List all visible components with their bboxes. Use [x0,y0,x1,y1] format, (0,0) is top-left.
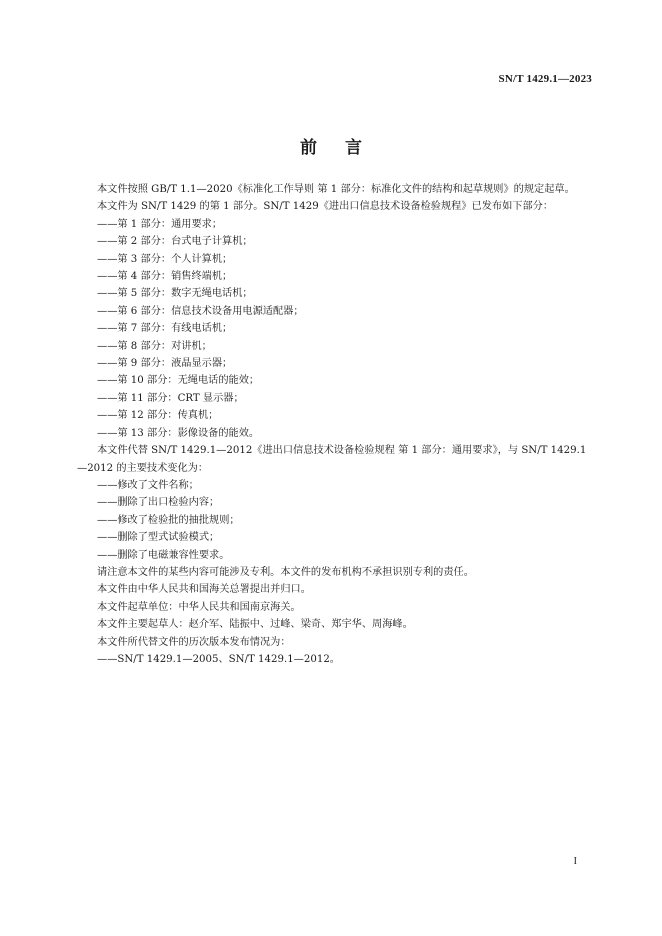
list-item: ——第 13 部分：影像设备的能效。 [97,427,260,439]
list-item: ——第 9 部分：液晶显示器； [97,358,233,370]
list-item: ——第 5 部分：数字无绳电话机； [97,288,253,300]
list-item: ——第 4 部分：销售终端机； [97,271,233,283]
change-item: ——删除了电磁兼容性要求。 [97,549,230,561]
list-item: ——第 1 部分：通用要求； [97,218,223,230]
drafters-statement: 本文件主要起草人：赵介军、陆振中、过峰、梁奇、郑宇华、周海峰。 [97,619,413,631]
standard-code: SN/T 1429.1—2023 [498,73,592,85]
list-item: ——第 8 部分：对讲机； [97,340,212,352]
list-item: ——第 10 部分：无绳电话的能效； [97,375,260,387]
page-number: I [573,856,577,867]
change-item: ——删除了出口检验内容； [97,497,220,509]
foreword-body [77,181,592,668]
list-item: ——第 7 部分：有线电话机； [97,323,233,335]
change-item: ——修改了文件名称； [97,479,199,491]
history-item: ——SN/T 1429.1—2005、SN/T 1429.1—2012。 [97,653,340,665]
replacement-paragraph: 本文件代替 SN/T 1429.1—2012《进出口信息技术设备检验规程 第 1 部分：通用要求》，与 SN/T 1429.1—2012 的主要技术变化为： [77,445,587,474]
change-item: ——修改了检验批的抽批规则； [97,514,240,526]
drafting-rule-paragraph: 本文件按照 GB/T 1.1—2020《标准化工作导则 第 1 部分：标准化文件的结构和起草规则》的规定起草。 [97,184,575,195]
drafting-unit-statement: 本文件起草单位：中华人民共和国南京海关。 [97,601,301,613]
list-item: ——第 11 部分：CRT 显示器； [97,392,244,404]
history-intro-statement: 本文件所代替文件的历次版本发布情况为： [97,636,291,648]
list-item: ——第 12 部分：传真机； [97,410,219,422]
list-item: ——第 6 部分：信息技术设备用电源适配器； [97,305,304,317]
page-title: 前言 [300,138,390,158]
patent-statement: 请注意本文件的某些内容可能涉及专利。本文件的发布机构不承担识别专利的责任。 [97,566,474,578]
series-intro-paragraph: 本文件为 SN/T 1429 的第 1 部分。SN/T 1429《进出口信息技术设备检验规程》已发布如下部分： [97,201,554,213]
proposer-statement: 本文件由中华人民共和国海关总署提出并归口。 [97,584,311,596]
list-item: ——第 2 部分：台式电子计算机； [97,236,253,248]
change-item: ——删除了型式试验模式； [97,532,220,544]
list-item: ——第 3 部分：个人计算机； [97,253,233,265]
